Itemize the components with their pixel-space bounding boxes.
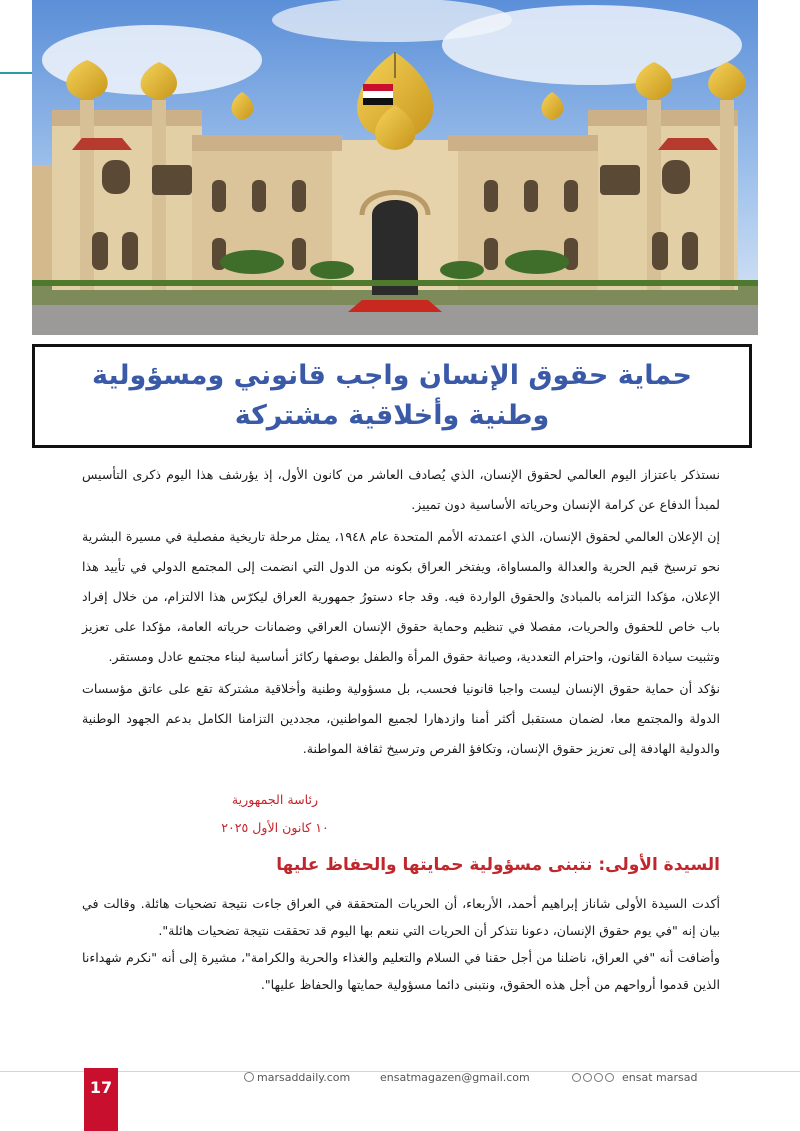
palace-illustration bbox=[32, 0, 758, 335]
youtube-icon[interactable] bbox=[605, 1073, 614, 1082]
footer-brand: ensat marsad bbox=[622, 1071, 698, 1084]
signature-date: ١٠ كانون الأول ٢٠٢٥ bbox=[221, 820, 329, 835]
palace-photo bbox=[32, 0, 758, 335]
article-paragraph: نستذكر باعتزاز اليوم العالمي لحقوق الإنسان، الذي يُصادف العاشر من كانون الأول، إذ يؤرشف هذا اليوم ذكرى التأسيس لمبدأ الدفاع عن كرامة الإنسان وحرياته الأساسية دون تمييز. bbox=[82, 467, 720, 512]
article-paragraph: نؤكد أن حماية حقوق الإنسان ليست واجبا قانونيا فحسب، بل مسؤولية وطنية وأخلاقية مشتركة تقع على عاتق مؤسسات الدولة والمجتمع معا، لضمان مستقبل أكثر أمنا وازدهارا لجميع المواطنين، مجددين التزامنا الكامل بدعم الجهود الوطنية والدولية الهادفة إلى تعزيز حقوق الإنسان، وتكافؤ الفرص وترسيخ ثقافة المواطنة. bbox=[82, 681, 720, 756]
footer-website[interactable] bbox=[244, 1071, 350, 1084]
globe-icon bbox=[244, 1072, 254, 1082]
page-number: 17 bbox=[84, 1068, 118, 1131]
signature-block bbox=[200, 786, 350, 842]
headline-line-2: وطنية وأخلاقية مشتركة bbox=[234, 400, 550, 431]
footer-email[interactable]: ensatmagazen@gmail.com bbox=[380, 1071, 530, 1084]
footer-website-text: marsaddaily.com bbox=[257, 1071, 351, 1084]
facebook-icon[interactable] bbox=[572, 1073, 581, 1082]
first-lady-paragraph: وأضافت أنه "في العراق، ناضلنا من أجل حقنا في السلام والتعليم والغذاء والحرية والكرامة"، مشيرة إلى أنه "نكرم شهداءنا الذين قدموا أرواحهم من أجل هذه الحقوق، ونتبنى دائما مسؤولية حمايتها والحفاظ عليها". bbox=[82, 950, 720, 992]
instagram-icon[interactable] bbox=[594, 1073, 603, 1082]
first-lady-body bbox=[82, 890, 720, 998]
first-lady-heading: السيدة الأولى: نتبنى مسؤولية حمايتها والحفاظ عليها bbox=[276, 855, 720, 875]
article-paragraph: إن الإعلان العالمي لحقوق الإنسان، الذي اعتمدته الأمم المتحدة عام ١٩٤٨، يمثل مرحلة تاريخية مفصلية في مسيرة البشرية نحو ترسيخ قيم الحرية والعدالة والمساواة، ويفتخر العراق بكونه من الدول التي انضمت إلى المجتمع الدولي في تأييد هذا الإعلان، مؤكدا التزامه بالمبادئ والحقوق الواردة فيه. وقد جاء دستورُ جمهورية العراق ليكرّس هذا الالتزام، من خلال إفراد باب خاص للحقوق والحريات، مفصلا في تنظيم وحماية حقوق الإنسان العراقي وضمانات حرياته العامة، مؤكدا على تعزيز وتثبيت سيادة القانون، واحترام التعددية، وصيانة حقوق المرأة والطفل بوصفها ركائز أساسية لبناء مجتمع عادل ومستقر. bbox=[82, 529, 720, 664]
headline-box bbox=[32, 344, 752, 448]
signature-name: رئاسة الجمهورية bbox=[231, 792, 319, 807]
twitter-icon[interactable] bbox=[583, 1073, 592, 1082]
headline-line-1: حماية حقوق الإنسان واجب قانوني ومسؤولية bbox=[92, 360, 692, 391]
article-body bbox=[82, 460, 720, 764]
first-lady-paragraph: أكدت السيدة الأولى شاناز إبراهيم أحمد، الأربعاء، أن الحريات المتحققة في العراق جاءت نتيجة تضحيات هائلة. وقالت في بيان إنه "في يوم حقوق الإنسان، دعونا نتذكر أن الحريات التي ننعم بها اليوم قد تحققت نتيجة تضحيات هائلة". bbox=[82, 896, 720, 938]
accent-line bbox=[0, 72, 32, 74]
social-icons bbox=[572, 1073, 614, 1082]
